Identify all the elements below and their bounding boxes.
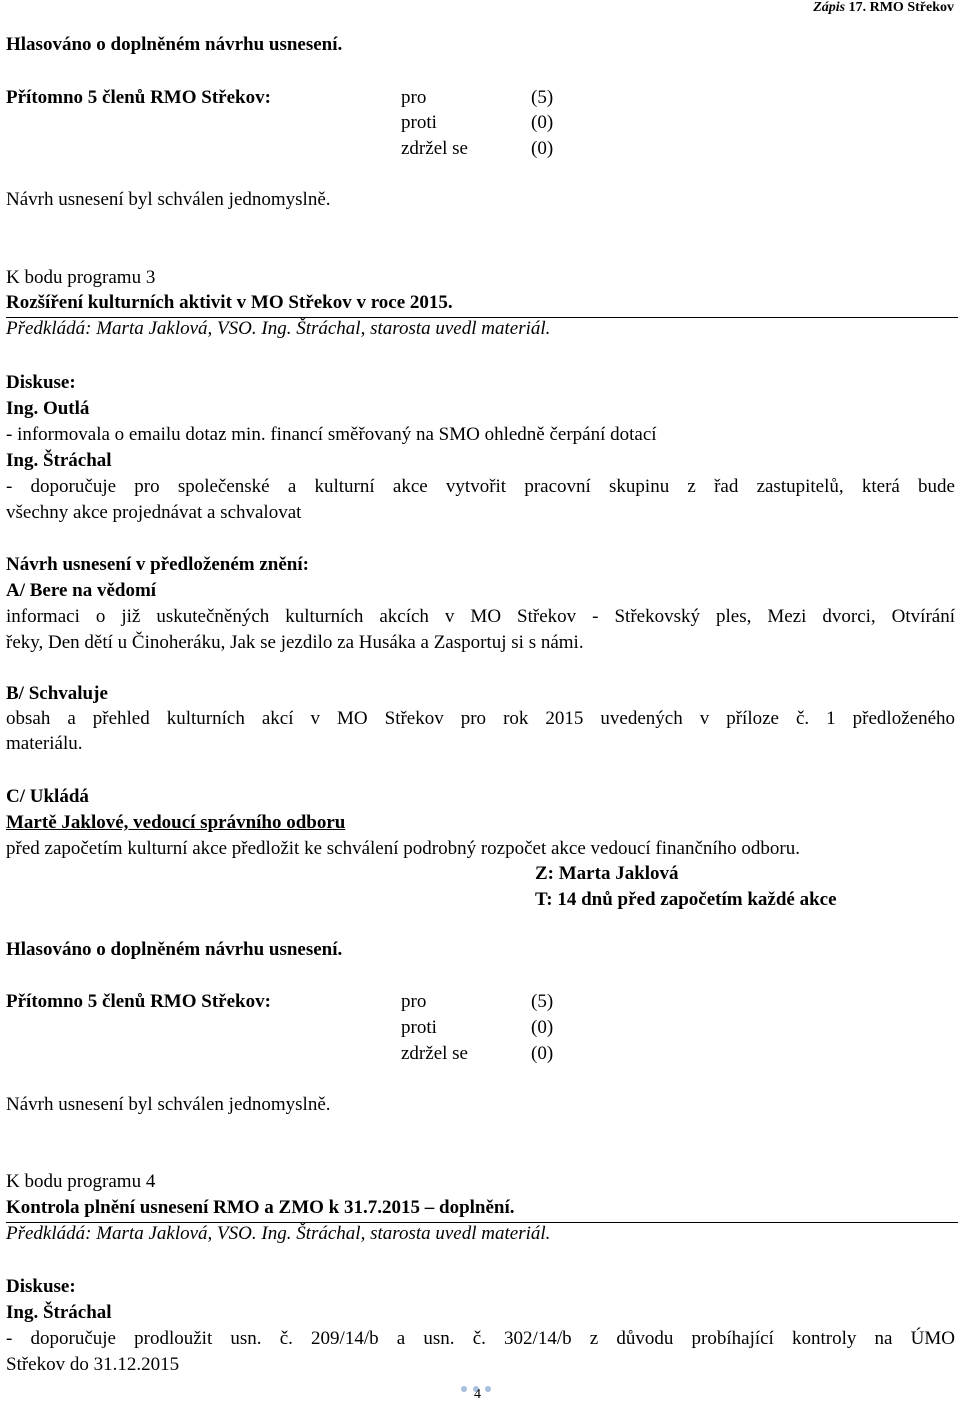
item4-discussion-label: Diskuse:	[6, 1276, 76, 1297]
header-meeting: 17. RMO Střekov	[848, 0, 954, 15]
item3-discussion-label: Diskuse:	[6, 372, 76, 393]
item4-speaker: Ing. Štráchal	[6, 1302, 112, 1323]
item3-speaker2: Ing. Štráchal	[6, 450, 112, 471]
item4-line1: - doporučuje prodloužit usn. č. 209/14/b a usn. č. 302/14/b z důvodu probíhající kontroly na ÚMO	[6, 1328, 955, 1349]
vote2-value-proti: (0)	[531, 1017, 554, 1038]
page-number: 4	[474, 1387, 481, 1402]
footer-dot	[461, 1386, 467, 1392]
vote2-result: Návrh usnesení byl schválen jednomyslně.	[6, 1094, 331, 1115]
item3-speaker2-line2: všechny akce projednávat a schvalovat	[6, 502, 302, 523]
item4-presenter: Předkládá: Marta Jaklová, VSO. Ing. Štráchal, starosta uvedl materiál.	[6, 1223, 551, 1244]
item3-deadline: T: 14 dnů před započetím každé akce	[535, 889, 837, 910]
item3-speaker1: Ing. Outlá	[6, 398, 90, 419]
item3-b-line2: materiálu.	[6, 733, 83, 754]
item3-b-label: B/ Schvaluje	[6, 683, 108, 704]
vote1-value-pro: (5)	[531, 87, 554, 108]
vote2-label-pro: pro	[401, 991, 427, 1012]
vote2-value-zdrzel: (0)	[531, 1043, 554, 1064]
item3-speaker1-text: - informovala o emailu dotaz min. financí směřovaný na SMO ohledně čerpání dotací	[6, 424, 657, 445]
item3-heading: K bodu programu 3	[6, 267, 156, 288]
vote2-label-proti: proti	[401, 1017, 437, 1038]
vote1-label-zdrzel: zdržel se	[401, 138, 468, 159]
vote2-title: Hlasováno o doplněném návrhu usnesení.	[6, 939, 343, 960]
item3-presenter: Předkládá: Marta Jaklová, VSO. Ing. Štráchal, starosta uvedl materiál.	[6, 318, 551, 339]
vote2-label-zdrzel: zdržel se	[401, 1043, 468, 1064]
item3-a-line1: informaci o již uskutečněných kulturních akcích v MO Střekov - Střekovský ples, Mezi dvorci, Otvírání	[6, 606, 955, 627]
document-header	[813, 0, 954, 16]
item3-responsible: Z: Marta Jaklová	[535, 863, 679, 884]
item3-c-text: před započetím kulturní akce předložit ke schválení podrobný rozpočet akce vedoucí finančního odboru.	[6, 838, 801, 859]
vote1-label-pro: pro	[401, 87, 427, 108]
header-zapis-label: Zápis	[813, 0, 846, 15]
item4-title: Kontrola plnění usnesení RMO a ZMO k 31.7.2015 – doplnění.	[6, 1197, 515, 1218]
item3-a-label: A/ Bere na vědomí	[6, 580, 157, 601]
item3-b-line1: obsah a přehled kulturních akcí v MO Střekov pro rok 2015 uvedených v příloze č. 1 předloženého	[6, 708, 955, 729]
vote2-value-pro: (5)	[531, 991, 554, 1012]
item3-proposal-label: Návrh usnesení v předloženém znění:	[6, 554, 309, 575]
vote2-present: Přítomno 5 členů RMO Střekov:	[6, 991, 271, 1012]
item3-a-line2: řeky, Den dětí u Činoheráku, Jak se jezdilo za Husáka a Zasportuj si s námi.	[6, 632, 584, 653]
vote1-present: Přítomno 5 členů RMO Střekov:	[6, 87, 271, 108]
footer-dot	[485, 1386, 491, 1392]
vote1-label-proti: proti	[401, 112, 437, 133]
vote1-value-proti: (0)	[531, 112, 554, 133]
item3-speaker2-line1: - doporučuje pro společenské a kulturní akce vytvořit pracovní skupinu z řad zastupitelů, která bude	[6, 476, 955, 497]
item4-heading: K bodu programu 4	[6, 1171, 156, 1192]
item4-line2: Střekov do 31.12.2015	[6, 1354, 180, 1375]
item3-c-person: Martě Jaklové, vedoucí správního odboru	[6, 812, 346, 833]
vote1-title: Hlasováno o doplněném návrhu usnesení.	[6, 34, 343, 55]
vote1-result: Návrh usnesení byl schválen jednomyslně.	[6, 189, 331, 210]
item3-c-label: C/ Ukládá	[6, 786, 89, 807]
vote1-value-zdrzel: (0)	[531, 138, 554, 159]
item3-title: Rozšíření kulturních aktivit v MO Střekov v roce 2015.	[6, 292, 453, 313]
